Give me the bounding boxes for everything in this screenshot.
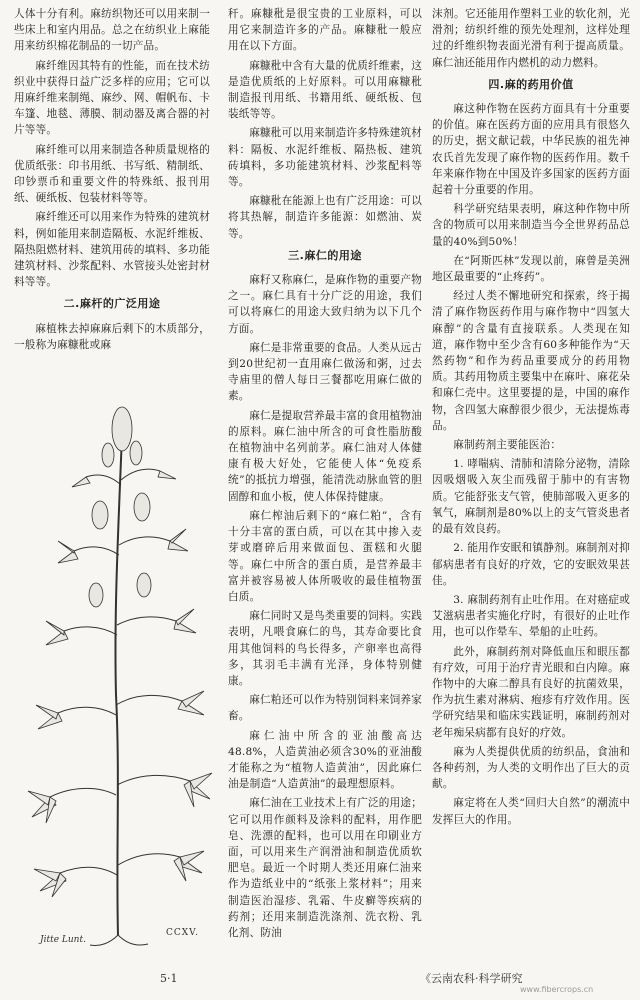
paragraph: 麻纤维还可以用来作为特殊的建筑材料，例如能用来制造隔板、水泥纤维板、隔热阻燃材料、建筑用砖的填料、多功能建筑材料、沙浆配料、水管接头处密封材料等等。 bbox=[14, 211, 210, 289]
section-heading-stalk: 二.麻杆的广泛用途 bbox=[63, 297, 161, 311]
section-heading-seed: 三.麻仁的用途 bbox=[288, 248, 362, 262]
watermark-url: www.fibercrops.cn bbox=[520, 985, 594, 994]
paragraph: 在“阿斯匹林”发现以前，麻曾是美洲地区最重要的“止疼药”。 bbox=[432, 254, 630, 284]
paragraph: 麻糠秕可以用来制造许多特殊建筑材料：隔板、水泥纤维板、隔热板、建筑砖填料，多功能建筑材料、沙浆配料等等。 bbox=[228, 127, 422, 189]
paragraph: 麻仁油在工业技术上有广泛的用途；它可以用作颜料及涂料的配料，用作肥皂、洗漂的配料，也可以用在印刷业方面，可以用来生产润滑油和制造优质软肥皂。最近一个时期人类还用麻仁油来作为造纸业中的“纸张上浆材料”；用来制造医治湿疹、乳霜、牛皮癣等疾病的药剂；还用来制造洗涤剂、洗衣粉、乳化剂、防油 bbox=[228, 797, 422, 939]
illustration-signature: Jitte Lunt. bbox=[40, 935, 86, 945]
section-heading-medicine: 四.麻的药用价值 bbox=[488, 77, 574, 91]
illustration-plate-number: CCXV. bbox=[166, 928, 199, 938]
paragraph: 秆。麻糠秕是很宝贵的工业原料，可以用它来制造许多的产品。麻糠秕一般应用在以下方面。 bbox=[228, 8, 422, 53]
paragraph: 麻植株去掉麻麻后剩下的木质部分，一般称为麻糠秕或麻 bbox=[14, 322, 210, 351]
paragraph: 此外，麻制药剂对降低血压和眼压都有疗效，可用于治疗青光眼和白内障。麻作物中的大麻二醇具有良好的抗菌效果，作为抗生素对淋病、疱疹有疗效作用。医学研究结果和临床实践证明，麻制药剂对老年痴呆病都有良好的疗效。 bbox=[432, 645, 630, 739]
column-3 bbox=[432, 6, 630, 831]
paragraph: 麻这种作物在医药方面具有十分重要的价值。麻在医药方面的应用具有很悠久的历史，据文献记载，中华民族的祖先神农氏首先发现了麻作物的医药作用。数千年来麻作物在中国及许多国家的医药方面起着十分重要的作用。 bbox=[432, 103, 630, 197]
page-number: 5·1 bbox=[160, 972, 178, 985]
hemp-plant-illustration bbox=[20, 395, 216, 955]
paragraph: 麻纤维因其特有的性能，而在技术纺织业中获得日益广泛多样的应用；它可以用麻纤维来制绳、麻纱、网、帽帆布、卡车篷、地毯、薄膜、制动器及离合器的衬片等等。 bbox=[14, 59, 210, 137]
paragraph: 科学研究结果表明，麻这种作物中所含的物质可以用来制造当今全世界药品总量的40%到50%！ bbox=[432, 203, 630, 248]
paragraph: 3. 麻制药剂有止吐作用。在对癌症或艾滋病患者实施化疗时，有很好的止吐作用，也可以作晕车、晕船的止吐药。 bbox=[432, 593, 630, 639]
column-1 bbox=[14, 6, 210, 356]
paragraph: 麻仁粕还可以作为特别饲料来饲养家畜。 bbox=[228, 694, 422, 723]
paragraph: 麻仁榨油后剩下的“麻仁粕”，含有十分丰富的蛋白质，可以在其中掺入麦芽或磨碎后用来做面包、蛋糕和火腿等。麻仁中所含的蛋白质，是营养最丰富并被容易被人体所吸收的最佳植物蛋白质。 bbox=[228, 509, 422, 603]
footer-journal: 《云南农科·科学研究 bbox=[420, 972, 523, 985]
column-2 bbox=[228, 6, 422, 944]
paragraph: 麻为人类提供优质的纺织品，食油和各种药剂，为人类的文明作出了巨大的贡献。 bbox=[432, 745, 630, 791]
paragraph: 麻定将在人类“回归大自然”的潮流中发挥巨大的作用。 bbox=[432, 797, 630, 826]
paragraph: 麻糠秕在能源上也有广泛用途：可以将其热解，制造许多能源：如燃油、炭等。 bbox=[228, 195, 422, 240]
paragraph: 麻仁同时又是鸟类重要的饲料。实践表明，凡喂食麻仁的鸟，其寿命要比食用其他饲料的鸟长得多，产卵率也高得多，其羽毛丰满有光泽，身体特别健康。 bbox=[228, 610, 422, 687]
paragraph: 人体十分有利。麻纺织物还可以用来制一些床上和室内用品。总之在纺织业上麻能用来纺织棉花制品的一切产品。 bbox=[14, 8, 210, 53]
paragraph: 麻仁油中所含的亚油酸高达48.8%，人造黄油必须含30%的亚油酸才能称之为“植物人造黄油”，因此麻仁油是制造“人造黄油”的最理想原料。 bbox=[228, 729, 422, 791]
paragraph: 2. 能用作安眠和镇静剂。麻制剂对抑郁病患者有良好的疗效，它的安眠效果甚佳。 bbox=[432, 542, 630, 587]
paragraph: 沫剂。它还能用作塑料工业的软化剂，光滑剂；纺织纤维的预先处理剂，这样处理过的纤维织物表面光滑有利于提高质量。麻仁油还能用作内燃机的动力燃料。 bbox=[432, 8, 630, 69]
paragraph: 麻仁是非常重要的食品。人类从远古到20世纪初一直用麻仁做汤和粥，过去寺庙里的僧人每日三餐都吃用麻仁做的素。 bbox=[228, 341, 422, 403]
paragraph: 麻糠秕中含有大量的优质纤维素，这是造优质纸的上好原料。可以用麻糠秕制造报刊用纸、书籍用纸、硬纸板、包装纸等等。 bbox=[228, 59, 422, 121]
paragraph: 经过人类不懈地研究和探索，终于揭清了麻作物医药作用与麻作物中“四氢大麻醇”的含量有直接联系。人类现在知道，麻作物中至少含有60多种能作为“天然药物”和作为药品重要成分的药用物质。其药用物质主要集中在麻叶、麻花朵和麻仁壳中。这里要提的是，中国的麻作物，含四氢大麻醇很少很少，无法提炼毒品。 bbox=[432, 290, 630, 432]
paragraph: 麻籽又称麻仁，是麻作物的重要产物之一。麻仁具有十分广泛的用途，我们可以将麻仁的用途大致归纳为以下几个方面。 bbox=[228, 274, 422, 335]
paragraph: 麻仁是提取营养最丰富的食用植物油的原料。麻仁油中所含的可食性脂肪酸在植物油中名列前茅。麻仁油对人体健康有极大好处，它能使人体“免疫系统”的抵抗力增强，能清洗动脉血管的胆固醇和血小板，使人体保持健康。 bbox=[228, 409, 422, 503]
paragraph: 1. 哮喘病、清肺和清除分泌物，清除因吸烟吸入灰尘而残留于肺中的有害物质。它能舒张支气管，使肺部吸入更多的氧气，麻制剂是80%以上的支气管炎患者的最有效良药。 bbox=[432, 458, 630, 536]
paragraph: 麻纤维可以用来制造各种质量规格的优质纸张：印书用纸、书写纸、精制纸、印钞票币和重要文件的特殊纸、报刊用纸、硬纸板、包装材料等等。 bbox=[14, 143, 210, 205]
paragraph: 麻制药剂主要能医治： bbox=[453, 439, 562, 452]
